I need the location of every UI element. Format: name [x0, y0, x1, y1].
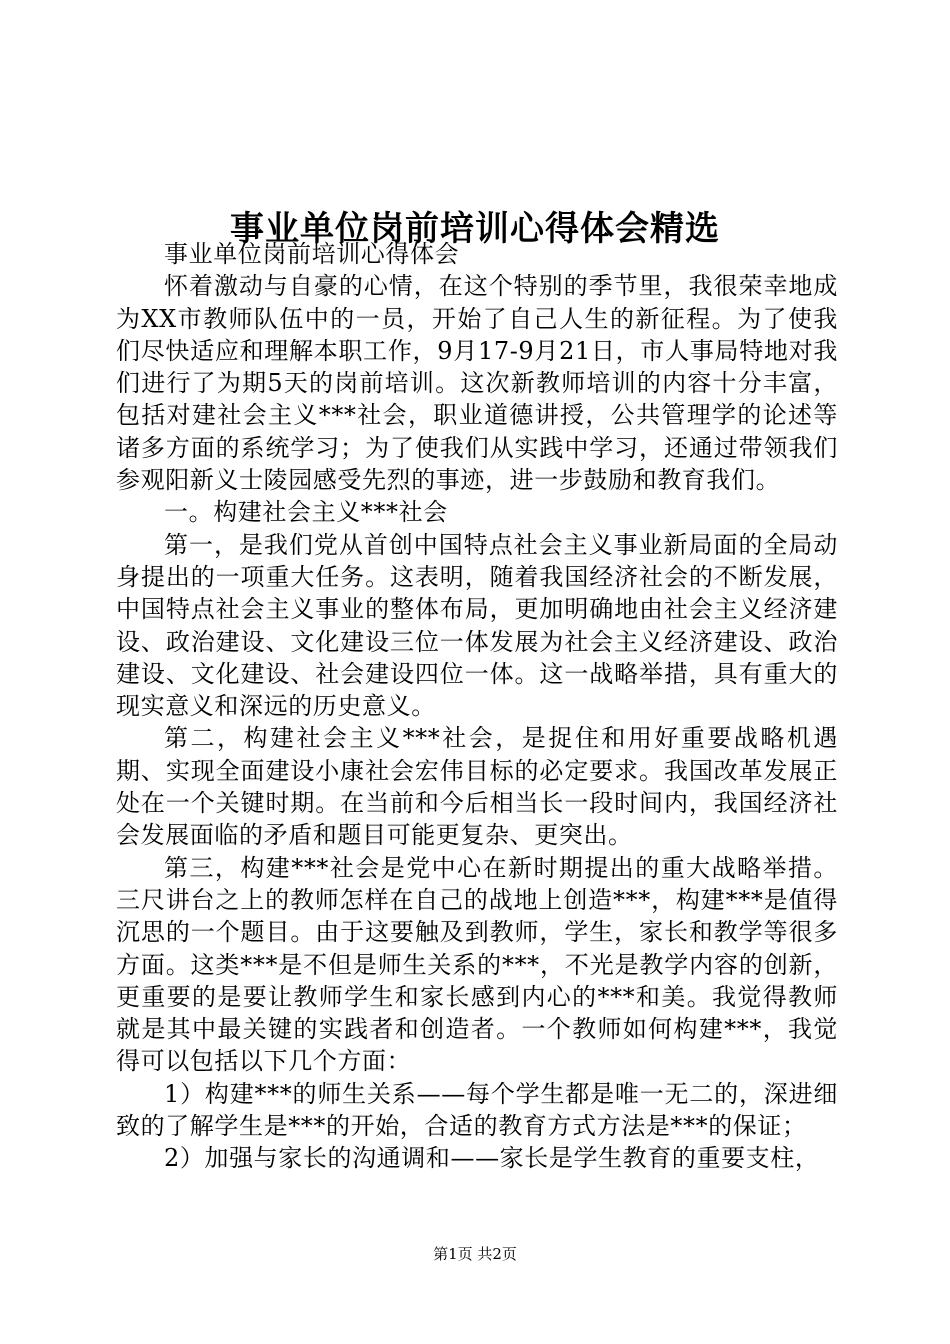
list-item-1: 1）构建***的师生关系——每个学生都是唯一无二的，深进细致的了解学生是***的开始，合适的教育方式方法是***的保证；: [116, 1079, 838, 1141]
list-item-2: 2）加强与家长的沟通调和——家长是学生教育的重要支柱，: [164, 1144, 820, 1173]
paragraph-first-point: 第一，是我们党从首创中国特点社会主义事业新局面的全局动身提出的一项重大任务。这表明，随着我国经济社会的不断发展，中国特点社会主义事业的整体布局，更加明确地由社会主义经济建设、政治建设、文化建设三位一体发展为社会主义经济建设、政治建设、文化建设、社会建设四位一体。这一战略举措，具有重大的现实意义和深远的历史意义。: [116, 530, 838, 721]
subtitle-paragraph: 事业单位岗前培训心得体会: [164, 240, 460, 268]
paragraph-third-point: 第三，构建***社会是党中心在新时期提出的重大战略举措。三尺讲台之上的教师怎样在自己的战地上创造***，构建***是值得沉思的一个题目。由于这要触及到教师，学生，家长和教学等很多方面。这类***是不但是师生关系的***，不光是教学内容的创新，更重要的是要让教师学生和家长感到内心的***和美。我觉得教师就是其中最关键的实践者和创造者。一个教师如何构建***，我觉得可以包括以下几个方面：: [116, 853, 838, 1076]
document-body: [116, 238, 838, 1175]
page-number-footer: 第1页 共2页: [433, 1245, 517, 1263]
section-heading: 一。构建社会主义***社会: [164, 498, 448, 527]
intro-paragraph: 怀着激动与自豪的心情，在这个特别的季节里，我很荣幸地成为XX市教师队伍中的一员，开始了自己人生的新征程。为了使我们尽快适应和理解本职工作，9月17-9月21日，市人事局特地对我们进行了为期5天的岗前培训。这次新教师培训的内容十分丰富，包括对建社会主义***社会，职业道德讲授，公共管理学的论述等诸多方面的系统学习；为了使我们从实践中学习，还通过带领我们参观阳新义士陵园感受先烈的事迹，进一步鼓励和教育我们。: [116, 272, 838, 495]
paragraph-second-point: 第二，构建社会主义***社会，是捉住和用好重要战略机遇期、实现全面建设小康社会宏伟目标的必定要求。我国改革发展正处在一个关键时期。在当前和今后相当长一段时间内，我国经济社会发展面临的矛盾和题目可能更复杂、更突出。: [116, 724, 838, 850]
document-title: 事业单位岗前培训心得体会精选: [230, 208, 720, 249]
